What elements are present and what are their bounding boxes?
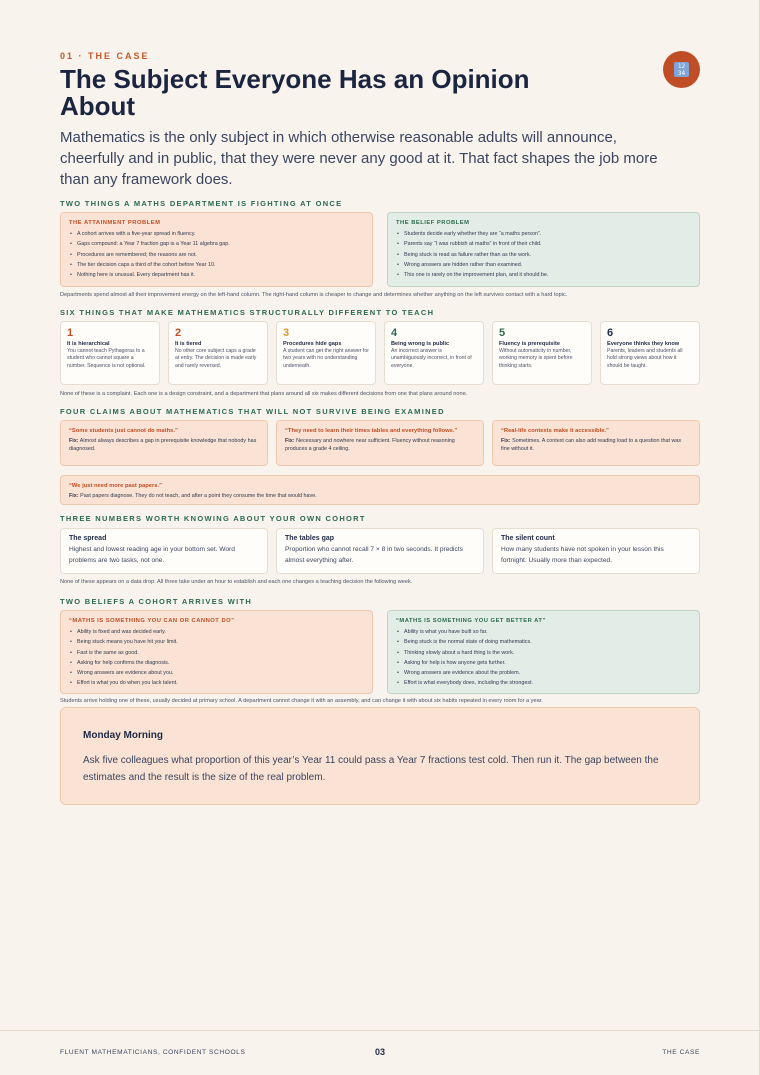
card-body: You cannot teach Pythagoras to a student who cannot square a number. Sequence is not optional. [67,348,146,369]
list-item: • Ability is fixed and was decided early. [69,627,364,637]
claim-quote: “Some students just cannot do maths.” [69,428,178,434]
list-item: • Effort is what you do when you lack talent. [69,678,364,688]
card-title: The tables gap [285,535,335,542]
fix-text: Necessary and nowhere near sufficient. Fluency without reasoning produces a grade 4 ceiling. [285,438,455,452]
numbers-icon [663,51,700,88]
card-number: 4 [391,327,398,339]
numbers-icon-tile: 12 34 [674,62,689,77]
box-heading: “MATHS IS SOMETHING YOU GET BETTER AT” [396,618,546,624]
card-number: 1 [67,327,74,339]
claim-quote: “They need to learn their times tables and everything follows.” [285,428,458,434]
fix-label: Fix: [69,493,79,499]
cohort-number-card [492,528,700,574]
list-item: • Wrong answers are hidden rather than examined. [396,260,691,270]
page-number: 03 [374,1047,385,1057]
section-title-two-beliefs: TWO BELIEFS A COHORT ARRIVES WITH [60,597,253,606]
card-body: Highest and lowest reading age in your bottom set. Word problems are two tasks, not one. [69,546,235,564]
section-eyebrow: 01 · THE CASE [60,51,150,61]
card-title: It is hierarchical [67,341,110,347]
list-item: • Asking for help confirms the diagnosis. [69,658,364,668]
card-title: The spread [69,535,107,542]
list-item: • Thinking slowly about a hard thing is the work. [396,648,691,658]
constraint-card [276,321,376,385]
belief-problem-box [387,212,700,287]
list-item: • Wrong answers are evidence about you. [69,668,364,678]
bullet-list [396,627,691,689]
monday-morning-callout [60,707,700,805]
constraint-card [384,321,484,385]
constraint-card [600,321,700,385]
footer-book-title: FLUENT MATHEMATICIANS, CONFIDENT SCHOOLS [60,1049,246,1056]
card-title: Being wrong is public [391,341,450,347]
card-number: 6 [607,327,614,339]
card-body: How many students have not spoken in your lesson this fortnight. Usually more than expected. [501,546,664,564]
constraint-card [168,321,268,385]
section-note: None of these appears on a data drop. All three take under an hour to establish and each one changes a teaching decision the following week. [60,579,413,585]
card-body: Proportion who cannot recall 7 × 8 in two seconds. It predicts almost everything after. [285,546,463,564]
fix-text: Sometimes. A context can also add reading load to a question that was fine without it. [501,438,682,452]
card-title: Fluency is prerequisite [499,341,560,347]
attainment-problem-box [60,212,373,287]
constraint-card [492,321,592,385]
card-number: 5 [499,327,506,339]
claim-fix [69,492,691,500]
claim-fix [501,437,691,453]
card-body: No other core subject caps a grade at entry. The decision is made early and rarely reversed. [175,348,257,369]
cohort-number-card [60,528,268,574]
page-title: The Subject Everyone Has an Opinion About [60,64,530,121]
card-body: Parents, leaders and students all hold strong views about how it should be taught. [607,348,683,369]
card-body: Without automaticity in number, working memory is spent before thinking starts. [499,348,573,369]
claim-quote: “We just need more past papers.” [69,483,162,489]
bullet-list [69,229,364,280]
list-item: • Asking for help is how anyone gets further. [396,658,691,668]
claim-card [276,420,484,466]
section-title-two-things: TWO THINGS A MATHS DEPARTMENT IS FIGHTING AT ONCE [60,199,343,208]
cohort-number-card [276,528,484,574]
card-number: 2 [175,327,182,339]
box-heading: THE BELIEF PROBLEM [396,220,470,226]
bullet-list [396,229,691,280]
card-title: It is tiered [175,341,202,347]
growth-belief-box [387,610,700,694]
card-body: An incorrect answer is unambiguously incorrect, in front of everyone. [391,348,472,369]
card-title: Everyone thinks they know [607,341,680,347]
list-item: • Gaps compound: a Year 7 fraction gap is a Year 11 algebra gap. [69,239,364,249]
box-heading: “MATHS IS SOMETHING YOU CAN OR CANNOT DO” [69,618,235,624]
list-item: • Being stuck is read as failure rather than as the work. [396,250,691,260]
list-item: • Wrong answers are evidence about the problem. [396,668,691,678]
claim-card [60,420,268,466]
card-title: Procedures hide gaps [283,341,342,347]
list-item: • A cohort arrives with a five-year spread in fluency. [69,229,364,239]
list-item: • Nothing here is unusual. Every department has it. [69,270,364,280]
fix-label: Fix: [69,438,79,444]
section-note: None of these is a complaint. Each one is a design constraint, and a department that plans around all six makes different decisions from one that plans around none. [60,391,468,397]
card-title: The silent count [501,535,555,542]
claim-card [492,420,700,466]
list-item: • Being stuck means you have hit your limit. [69,637,364,647]
list-item: • This one is rarely on the improvement plan, and it should be. [396,270,691,280]
list-item: • Procedures are remembered; the reasons are not. [69,250,364,260]
bullet-list [69,627,364,689]
claim-fix [285,437,475,453]
claim-fix [69,437,259,453]
section-title-four-claims: FOUR CLAIMS ABOUT MATHEMATICS THAT WILL NOT SURVIVE BEING EXAMINED [60,407,445,416]
box-heading: THE ATTAINMENT PROBLEM [69,220,161,226]
section-note: Students arrive holding one of these, usually decided at primary school. A department cannot change it with an assembly, and can change it with about six habits repeated in every room for a year. [60,698,543,704]
list-item: • Parents say “I was rubbish at maths” in front of their child. [396,239,691,249]
callout-title: Monday Morning [83,730,163,741]
constraint-card [60,321,160,385]
fix-text: Almost always describes a gap in prerequisite knowledge that nobody has diagnosed. [69,438,257,452]
list-item: • Ability is what you have built so far. [396,627,691,637]
claim-card-wide [60,475,700,505]
list-item: • Being stuck is the normal state of doing mathematics. [396,637,691,647]
section-title-three-numbers: THREE NUMBERS WORTH KNOWING ABOUT YOUR OWN COHORT [60,514,366,523]
list-item: • The tier decision caps a third of the cohort before Year 10. [69,260,364,270]
card-body: A student can get the right answer for two years with no understanding underneath. [283,348,369,369]
fix-label: Fix: [501,438,511,444]
list-item: • Fast is the same as good. [69,648,364,658]
section-note: Departments spend almost all their improvement energy on the left-hand column. The right-hand column is cheaper to change and determines whether anything on the left survives contact with a hard topic. [60,292,568,298]
list-item: • Students decide early whether they are “a maths person”. [396,229,691,239]
footer-section: THE CASE [662,1049,700,1056]
footer-rule [0,1030,760,1031]
list-item: • Effort is what everybody does, including the strongest. [396,678,691,688]
lede: Mathematics is the only subject in which otherwise reasonable adults will announce, cheerfully and in public, that they were never any good at it. That fact shapes the job more than any framework does. [60,129,658,188]
fix-label: Fix: [285,438,295,444]
fixed-belief-box [60,610,373,694]
card-number: 3 [283,327,290,339]
section-title-six-things: SIX THINGS THAT MAKE MATHEMATICS STRUCTURALLY DIFFERENT TO TEACH [60,308,435,317]
claim-quote: “Real-life contexts make it accessible.” [501,428,609,434]
callout-body: Ask five colleagues what proportion of this year’s Year 11 could pass a Year 7 fractions test cold. Then run it. The gap between the estimates and the result is the size of the real problem. [83,755,659,783]
fix-text: Past papers diagnose. They do not teach, and after a point they consume the time that would have. [80,493,317,499]
